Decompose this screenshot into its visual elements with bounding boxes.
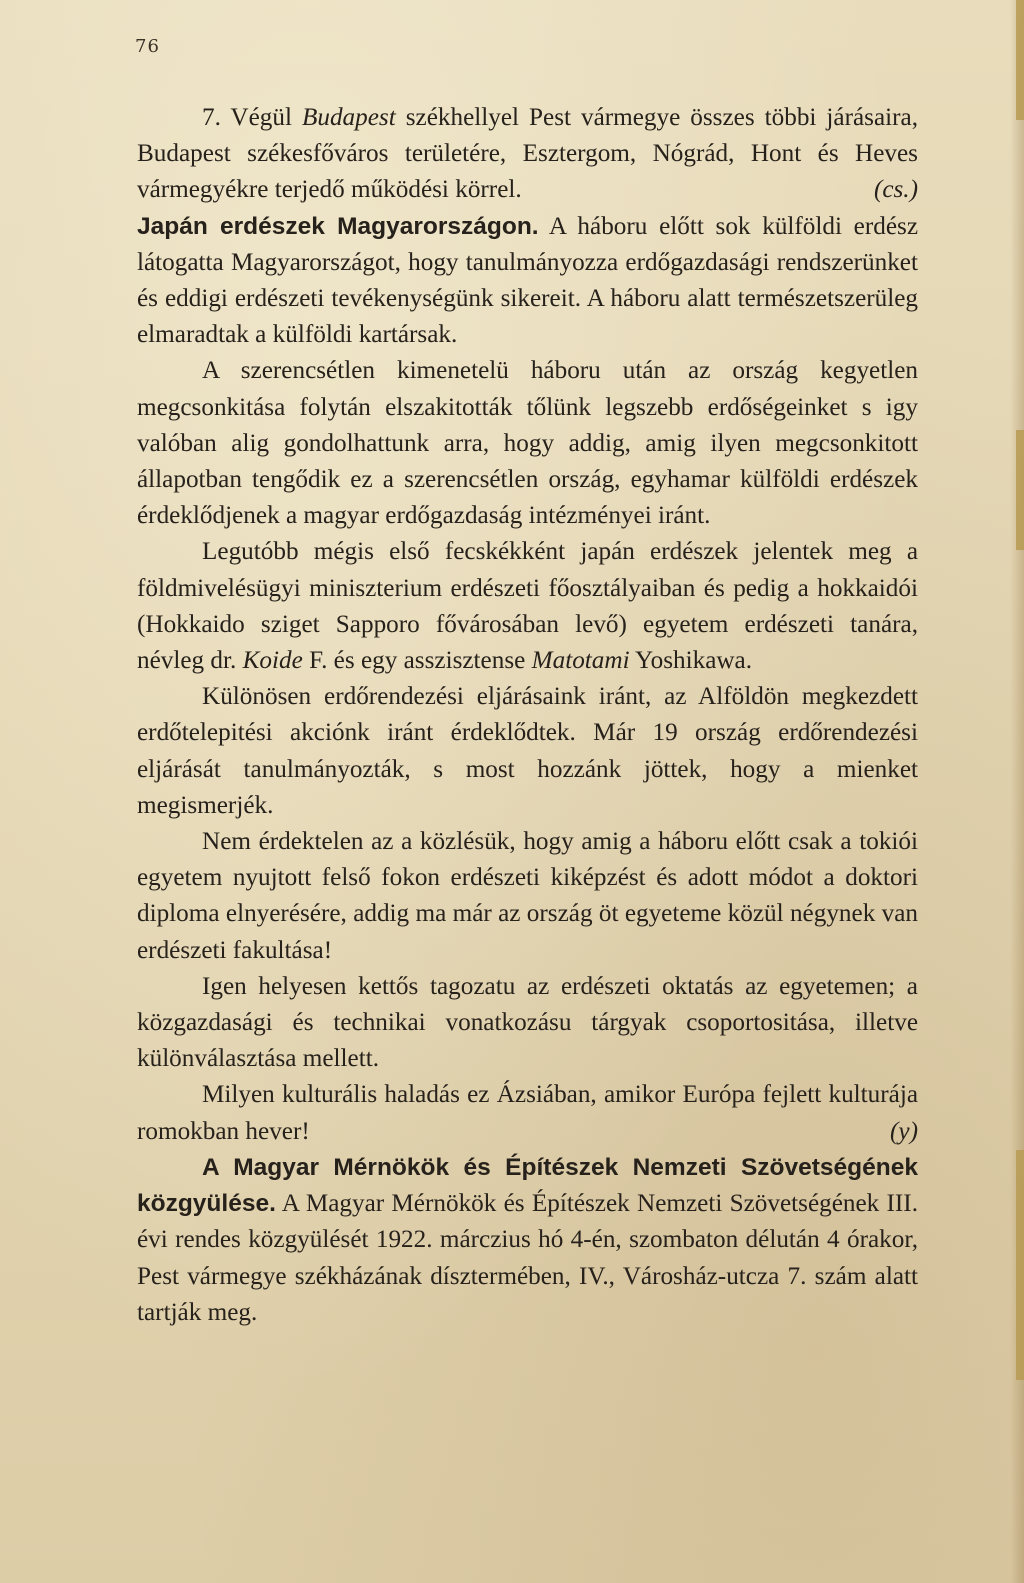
article-japan-foresters xyxy=(137,209,918,354)
paragraph-district-scope xyxy=(137,100,918,209)
paragraph-dismemberment: A szerencsétlen kimenetelü háboru után az ország kegyetlen megcsonkitása folytán elszakitották tőlünk legszebb erdőségeinket s igy valóban alig gondolhattunk arra, hogy addig, amig ilyen megcsonkitott állapotban tengődik ez a szerencsétlen ország, egyhamar külföldi erdészek érdeklődjenek a magyar erdőgazdaság intézményei iránt. xyxy=(137,357,918,530)
italic-person-name: Matotami xyxy=(531,647,630,675)
paragraph-text: Milyen kulturális haladás ez Ázsiában, amikor Európa fejlett kulturája romokban hever! xyxy=(137,1081,918,1145)
paragraph-text: Yoshikawa. xyxy=(629,647,753,675)
author-signature: (cs.) xyxy=(873,176,918,204)
paragraph-text: székhellyel Pest vármegye összes többi járásaira, Budapest székesfőváros területére, Esztergom, Nógrád, Hont és Heves vármegyékre terjedő működési körrel. xyxy=(137,104,918,204)
paragraph-education: Igen helyesen kettős tagozatu az erdészeti oktatás az egyetemen; a közgazdasági és technikai vonatkozásu tárgyak csoportositása, illetve különválasztása mellett. xyxy=(137,972,918,1073)
paragraph-culture xyxy=(137,1077,918,1149)
author-signature: (y) xyxy=(890,1117,918,1145)
article-text xyxy=(137,100,918,1331)
article-engineers-assembly xyxy=(137,1150,918,1331)
edge-tab-bottom xyxy=(1016,1150,1024,1380)
article-heading: A Magyar Mérnökök és Építészek Nemzeti Szövetségének közgyülése. xyxy=(137,1153,918,1218)
paragraph-text: Legutóbb mégis első fecskékként japán erdészek jelentek meg a földmivelésügyi miniszterium erdészeti főosztályaiban és pedig a hokkaidói (Hokkaido sziget Sapporo fővárosában levő) egyetem erdészeti tanára, névleg dr. xyxy=(137,538,918,675)
paragraph-text: A háboru előtt sok külföldi erdész látogatta Magyarországot, hogy tanulmányozza erdőgazdasági rendszerünket és eddigi erdészeti tevékenységünk sikereit. A háboru alatt természetszerüleg elmaradtak a külföldi kartársak. xyxy=(137,212,919,349)
italic-person-name: Koide xyxy=(242,647,303,675)
paragraph-interest: Különösen erdőrendezési eljárásaink iránt, az Alföldön megkezdett erdőtelepitési akciónk iránt érdeklődtek. Már 19 ország erdőrendezési eljárását tanulmányozták, s most hozzánk jöttek, hogy a mienket megismerjék. xyxy=(137,683,918,819)
italic-place-name: Budapest xyxy=(301,104,396,131)
edge-tab-top xyxy=(1016,0,1024,120)
edge-tab-middle xyxy=(1016,430,1024,550)
paragraph-text: F. és egy asszisztense xyxy=(302,647,532,675)
paragraph-text: 7. Végül xyxy=(202,104,302,131)
page-number: 76 xyxy=(135,36,160,57)
paragraph-text: A Magyar Mérnökök és Építészek Nemzeti Szövetségének III. évi rendes közgyülését 1922. márczius hó 4-én, szombaton délután 4 órakor, Pest vármegye székházának dísztermében, IV., Városház-utcza 7. szám alatt tartják meg. xyxy=(137,1190,918,1326)
paragraph-visitors xyxy=(137,534,918,679)
paragraph-universities: Nem érdektelen az a közlésük, hogy amig a háboru előtt csak a tokiói egyetem nyujtott felső fokon erdészeti kiképzést és adott módot a doktori diploma elnyerésére, addig ma már az ország öt egyeteme közül négynek van erdészeti fakultása! xyxy=(137,828,918,964)
article-heading: Japán erdészek Magyarországon. xyxy=(137,212,539,240)
